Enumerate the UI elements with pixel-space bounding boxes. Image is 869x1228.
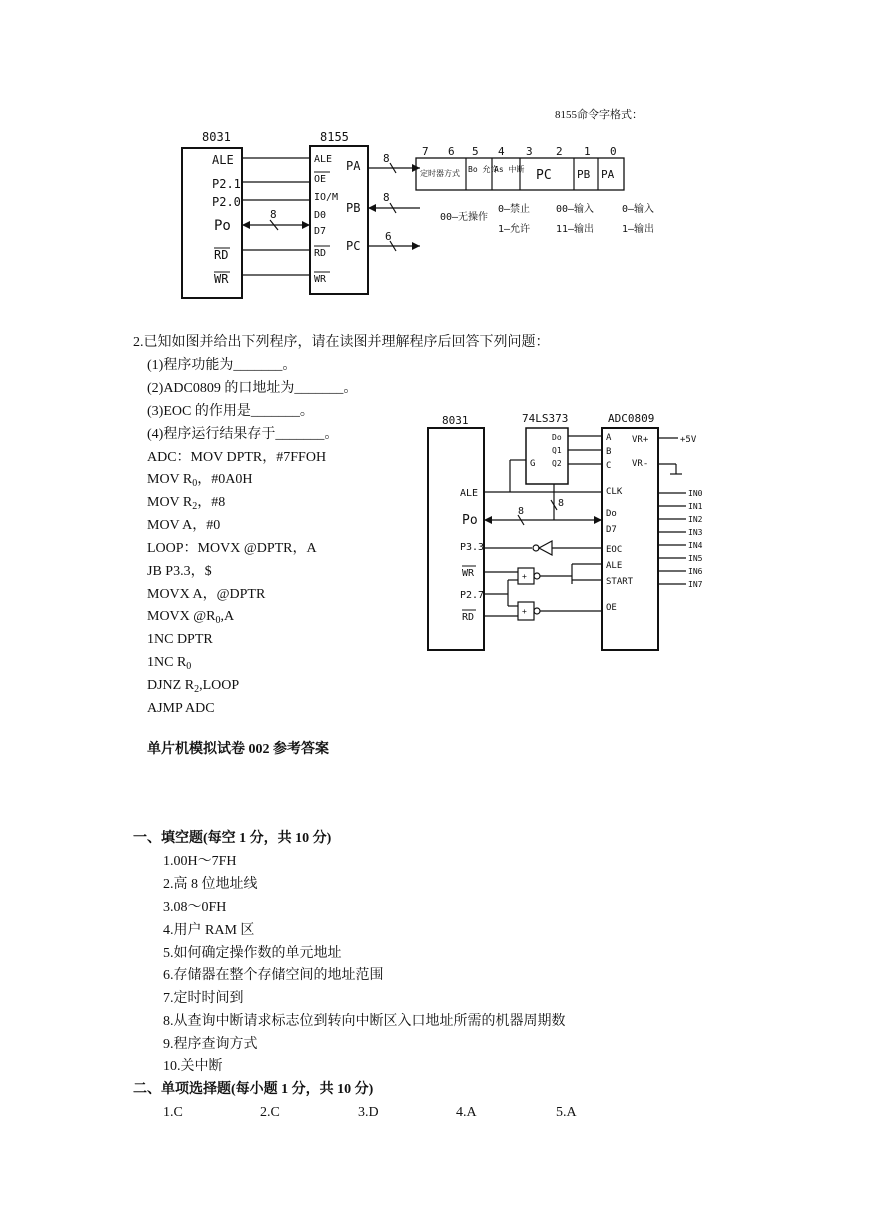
fig1-bit-number: 5 bbox=[472, 145, 479, 158]
fig1-chip-8155-label: 8155 bbox=[320, 130, 349, 144]
question-item: (1)程序功能为_______。 bbox=[147, 358, 297, 373]
fig2-chip-8031-label: 8031 bbox=[442, 414, 469, 427]
fig2-bus-width: 8 bbox=[558, 498, 565, 509]
fig2-adc-input: IN7 bbox=[688, 580, 703, 589]
fig1-note: 11—输出 bbox=[556, 224, 595, 235]
fig1-note: 00—无操作 bbox=[440, 212, 489, 223]
fig1-bus-width: 8 bbox=[270, 208, 277, 221]
fig2-adc-input: IN0 bbox=[688, 489, 703, 498]
section-2-heading: 二、单项选择题(每小题 1 分，共 10 分) bbox=[133, 1082, 374, 1097]
fig1-8155-pin-wr: WR bbox=[314, 274, 327, 285]
choice-answer: 3.D bbox=[358, 1105, 379, 1120]
fig1-8155-pin-pb: PB bbox=[346, 201, 361, 215]
program-line: JB P3.3，$ bbox=[147, 564, 212, 579]
fig2-chip-adc-label: ADC0809 bbox=[608, 412, 655, 425]
fig2-adc-pin-ale: ALE bbox=[606, 561, 623, 571]
fig1-8155-pin-rd: RD bbox=[314, 248, 327, 259]
fig2-8031-pin-ale: ALE bbox=[460, 488, 479, 499]
answer-item: 10.关中断 bbox=[163, 1059, 223, 1074]
fig1-8031-pin-p0: Po bbox=[214, 218, 231, 234]
fig1-field-a-int: As 中断 bbox=[494, 165, 525, 174]
answer-item: 3.08～0FH bbox=[163, 900, 227, 915]
program-line: DJNZ $R_2,LOOP$ bbox=[147, 678, 240, 695]
fig2-8031-pin-wr: WR bbox=[462, 568, 475, 579]
choice-answer: 1.C bbox=[163, 1105, 183, 1120]
figure-adc0809-interface bbox=[418, 408, 718, 658]
program-line: MOVX A，@DPTR bbox=[147, 587, 266, 602]
fig1-8031-pin-p21: P2.1 bbox=[212, 177, 241, 191]
fig2-adc-pin-oe: OE bbox=[606, 603, 617, 613]
program-line: MOVX $@R_0,A$ bbox=[147, 609, 235, 626]
program-line: ADC：MOV DPTR，#7FFOH bbox=[147, 450, 327, 465]
answer-item: 5.如何确定操作数的单元地址 bbox=[163, 946, 342, 961]
fig1-8031-pin-p20: P2.0 bbox=[212, 195, 241, 209]
fig2-adc-pin-a: A bbox=[606, 433, 612, 443]
answer-item: 2.高 8 位地址线 bbox=[163, 877, 258, 892]
fig1-8155-pin-pc: PC bbox=[346, 239, 361, 253]
fig2-adc-pin-start: START bbox=[606, 577, 634, 587]
fig1-8155-pin-pa: PA bbox=[346, 159, 361, 173]
program-line: 1NC DPTR bbox=[147, 632, 213, 647]
answers-title: 单片机模拟试卷 002 参考答案 bbox=[147, 742, 329, 757]
fig2-adc-pin-clk: CLK bbox=[606, 487, 623, 497]
fig1-bit-number: 3 bbox=[526, 145, 533, 158]
fig2-373-pin-d0: Do bbox=[552, 433, 562, 442]
fig2-adc-pin-vref-minus: VR- bbox=[632, 459, 649, 469]
svg-text:+: + bbox=[522, 607, 527, 616]
fig2-adc-input: IN3 bbox=[688, 528, 703, 537]
fig1-bit-number: 2 bbox=[556, 145, 563, 158]
fig1-8155-pin-iom: IO/M bbox=[314, 192, 339, 203]
fig1-note: 0—禁止 bbox=[498, 204, 531, 215]
fig2-adc-input: IN4 bbox=[688, 541, 703, 550]
fig2-8031-pin-p27: P2.7 bbox=[460, 590, 485, 601]
answer-item: 6.存储器在整个存储空间的地址范围 bbox=[163, 968, 384, 983]
figure-8155-interface bbox=[170, 100, 690, 315]
fig1-8155-pin-oe: OE bbox=[314, 174, 327, 185]
fig1-8031-pin-rd: RD bbox=[214, 248, 229, 262]
fig1-field-timer: 定时器方式 bbox=[420, 169, 460, 178]
fig2-8031-pin-rd: RD bbox=[462, 612, 475, 623]
program-line: MOV $R_0$，#0A0H bbox=[147, 472, 253, 489]
fig1-note: 1—输出 bbox=[622, 224, 655, 235]
fig1-8155-pin-d7: D7 bbox=[314, 226, 327, 237]
fig2-adc-pin-c: C bbox=[606, 461, 612, 471]
program-line: MOV $R_2$，#8 bbox=[147, 495, 226, 512]
fig2-chip-373-label: 74LS373 bbox=[522, 412, 569, 425]
answer-item: 1.00H～7FH bbox=[163, 854, 237, 869]
section-1-heading: 一、填空题(每空 1 分，共 10 分) bbox=[133, 831, 332, 846]
fig1-bit-number: 0 bbox=[610, 145, 617, 158]
fig1-field-pa: PA bbox=[601, 168, 615, 181]
fig1-8031-pin-wr: WR bbox=[214, 272, 229, 286]
fig1-8031-pin-ale: ALE bbox=[212, 153, 234, 167]
answer-item: 7.定时时间到 bbox=[163, 991, 244, 1006]
question-intro: 2.已知如图并给出下列程序，请在读图并理解程序后回答下列问题： bbox=[133, 335, 550, 350]
fig2-adc-pin-d7: D7 bbox=[606, 525, 617, 535]
fig2-8031-pin-p0: Po bbox=[462, 513, 478, 528]
fig1-bus-width: 8 bbox=[383, 191, 390, 204]
fig1-bit-number: 4 bbox=[498, 145, 505, 158]
question-item: (3)EOC 的作用是_______。 bbox=[147, 404, 314, 419]
fig2-bus-width: 8 bbox=[518, 506, 525, 517]
fig1-chip-8031-label: 8031 bbox=[202, 130, 231, 144]
fig2-adc-input: IN6 bbox=[688, 567, 703, 576]
question-item: (2)ADC0809 的口地址为_______。 bbox=[147, 381, 358, 396]
program-line: LOOP：MOVX @DPTR，A bbox=[147, 541, 317, 556]
fig1-bit-number: 7 bbox=[422, 145, 429, 158]
fig1-8155-pin-ale: ALE bbox=[314, 154, 333, 165]
choice-answer: 5.A bbox=[556, 1105, 577, 1120]
fig1-note: 0—输入 bbox=[622, 204, 655, 215]
fig1-field-pb: PB bbox=[577, 168, 591, 181]
fig1-note: 1—允许 bbox=[498, 224, 531, 235]
question-item: (4)程序运行结果存于_______。 bbox=[147, 427, 339, 442]
fig1-bit-number: 1 bbox=[584, 145, 591, 158]
choice-answer: 2.C bbox=[260, 1105, 280, 1120]
fig2-adc-pin-b: B bbox=[606, 447, 612, 457]
fig2-adc-pin-eoc: EOC bbox=[606, 545, 623, 555]
fig1-bus-width: 8 bbox=[383, 152, 390, 165]
fig2-adc-input: IN1 bbox=[688, 502, 703, 511]
fig1-bit-number: 6 bbox=[448, 145, 455, 158]
fig2-adc-input: IN2 bbox=[688, 515, 703, 524]
fig2-supply-label: +5V bbox=[680, 435, 697, 445]
answer-item: 8.从查询中断请求标志位到转向中断区入口地址所需的机器周期数 bbox=[163, 1014, 566, 1029]
program-line: MOV A，#0 bbox=[147, 518, 221, 533]
fig2-373-pin-q2: Q2 bbox=[552, 459, 562, 468]
fig1-title: 8155命令字格式： bbox=[555, 109, 643, 121]
fig2-adc-pin-d0: Do bbox=[606, 509, 617, 519]
fig1-field-b0: Bo 允许 bbox=[468, 165, 499, 174]
answer-item: 9.程序查询方式 bbox=[163, 1037, 258, 1052]
fig2-adc-pin-vref-plus: VR+ bbox=[632, 435, 649, 445]
fig2-373-pin-g: G bbox=[530, 459, 536, 469]
fig1-note: 00—输入 bbox=[556, 204, 595, 215]
fig2-373-pin-q1: Q1 bbox=[552, 446, 562, 455]
svg-text:+: + bbox=[522, 572, 527, 581]
fig2-8031-pin-p33: P3.3 bbox=[460, 542, 485, 553]
fig1-field-pc: PC bbox=[536, 168, 552, 183]
answer-item: 4.用户 RAM 区 bbox=[163, 923, 255, 938]
fig1-8155-pin-d0: D0 bbox=[314, 210, 327, 221]
choice-answer: 4.A bbox=[456, 1105, 477, 1120]
program-line: 1NC $R_0$ bbox=[147, 655, 192, 672]
fig1-bus-width: 6 bbox=[385, 230, 392, 243]
fig2-adc-input: IN5 bbox=[688, 554, 703, 563]
program-line: AJMP ADC bbox=[147, 701, 215, 716]
